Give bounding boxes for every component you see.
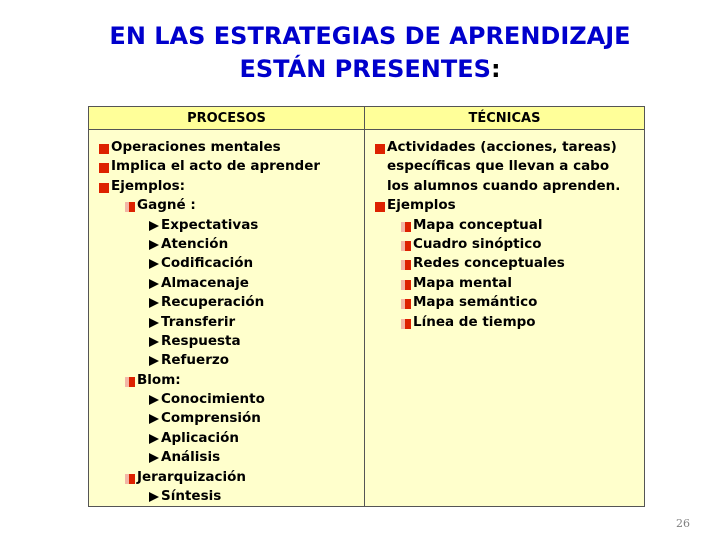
- header-procesos: PROCESOS: [89, 107, 365, 130]
- list-item-text: Actividades (acciones, tareas): [387, 139, 617, 155]
- list-item-text: Implica el acto de aprender: [111, 158, 321, 175]
- arrow-bullet-icon: [149, 337, 159, 347]
- list-item-text: Línea de tiempo: [413, 313, 536, 330]
- title-line-1: EN LAS ESTRATEGIAS DE APRENDIZAJE: [109, 22, 631, 50]
- square-bullet-icon: [99, 183, 109, 193]
- square-bullet-icon: [401, 222, 411, 232]
- list-item: [89, 468, 364, 487]
- list-item-text: Comprensión: [161, 410, 261, 427]
- list-item-text: Jerarquización: [137, 468, 246, 485]
- list-item: [365, 216, 644, 235]
- arrow-bullet-icon: [149, 356, 159, 366]
- list-item: [89, 216, 364, 235]
- arrow-bullet-icon: [149, 492, 159, 502]
- square-bullet-icon: [375, 202, 385, 212]
- list-item: [365, 138, 644, 157]
- list-item: [89, 235, 364, 254]
- square-bullet-icon: [401, 299, 411, 309]
- slide-title: [70, 20, 670, 86]
- list-item-text: Operaciones mentales: [111, 139, 281, 155]
- arrow-bullet-icon: [149, 259, 159, 269]
- list-item: [89, 371, 364, 390]
- list-item-text: Recuperación: [161, 294, 265, 311]
- list-item-text: Aplicación: [161, 429, 239, 446]
- arrow-bullet-icon: [149, 434, 159, 444]
- square-bullet-icon: [125, 377, 135, 387]
- list-item: [365, 177, 644, 196]
- list-item: [89, 487, 364, 506]
- list-item: [89, 293, 364, 312]
- list-item-text: Cuadro sinóptico: [413, 235, 542, 252]
- square-bullet-icon: [125, 202, 135, 212]
- list-item: [89, 390, 364, 409]
- list-item: [365, 313, 644, 332]
- arrow-bullet-icon: [149, 395, 159, 405]
- square-bullet-icon: [401, 260, 411, 270]
- list-item-text: Redes conceptuales: [413, 255, 565, 272]
- strategies-table: [88, 106, 645, 507]
- list-item-text: Mapa semántico: [413, 294, 538, 311]
- arrow-bullet-icon: [149, 298, 159, 308]
- list-item: [89, 138, 364, 157]
- arrow-bullet-icon: [149, 453, 159, 463]
- square-bullet-icon: [99, 163, 109, 173]
- procesos-list: [89, 130, 364, 506]
- list-item: [89, 274, 364, 293]
- list-item-text: Refuerzo: [161, 352, 229, 369]
- list-item: [365, 254, 644, 273]
- square-bullet-icon: [401, 241, 411, 251]
- list-item-text: Ejemplos: [387, 197, 456, 214]
- list-item: [89, 448, 364, 467]
- procesos-cell: [89, 130, 365, 507]
- title-line-2-text: ESTÁN PRESENTES: [239, 55, 491, 83]
- list-item: [365, 235, 644, 254]
- list-item: [365, 274, 644, 293]
- list-item-text: Análisis: [161, 449, 221, 466]
- arrow-bullet-icon: [149, 221, 159, 231]
- arrow-bullet-icon: [149, 279, 159, 289]
- list-item-text: específicas que llevan a cabo: [387, 158, 610, 175]
- list-item-text: Síntesis: [161, 488, 222, 505]
- list-item-text: Transferir: [161, 313, 236, 330]
- list-item-text: Gagné :: [137, 197, 196, 214]
- list-item: [89, 409, 364, 428]
- square-bullet-icon: [125, 474, 135, 484]
- slide-number: 26: [676, 517, 690, 530]
- tecnicas-list: [365, 130, 644, 332]
- list-item-text: Conocimiento: [161, 391, 265, 408]
- list-item: [365, 293, 644, 312]
- square-bullet-icon: [375, 144, 385, 154]
- square-bullet-icon: [99, 144, 109, 154]
- list-item: [89, 313, 364, 332]
- title-line-2: [70, 53, 670, 86]
- list-item-text: los alumnos cuando aprenden.: [387, 177, 621, 194]
- square-bullet-icon: [401, 319, 411, 329]
- list-item: [89, 157, 364, 176]
- table-header-row: [89, 107, 645, 130]
- list-item: [365, 157, 644, 176]
- list-item-text: Mapa conceptual: [413, 216, 543, 233]
- list-item: [89, 254, 364, 273]
- list-item-text: Mapa mental: [413, 274, 513, 291]
- list-item-text: Respuesta: [161, 332, 241, 349]
- square-bullet-icon: [401, 280, 411, 290]
- list-item-text: Atención: [161, 235, 229, 252]
- arrow-bullet-icon: [149, 318, 159, 328]
- list-item: [365, 196, 644, 215]
- list-item: [89, 177, 364, 196]
- list-item-text: Ejemplos:: [111, 177, 186, 194]
- tecnicas-cell: [365, 130, 645, 507]
- arrow-bullet-icon: [149, 414, 159, 424]
- list-item-text: Blom:: [137, 371, 181, 388]
- header-tecnicas: TÉCNICAS: [365, 107, 645, 130]
- list-item-text: Codificación: [161, 255, 254, 272]
- list-item: [89, 429, 364, 448]
- list-item: [89, 196, 364, 215]
- arrow-bullet-icon: [149, 240, 159, 250]
- list-item-text: Expectativas: [161, 216, 259, 233]
- title-colon: :: [490, 55, 501, 83]
- list-item: [89, 332, 364, 351]
- list-item-text: Almacenaje: [161, 274, 249, 291]
- table-body-row: [89, 130, 645, 507]
- list-item: [89, 351, 364, 370]
